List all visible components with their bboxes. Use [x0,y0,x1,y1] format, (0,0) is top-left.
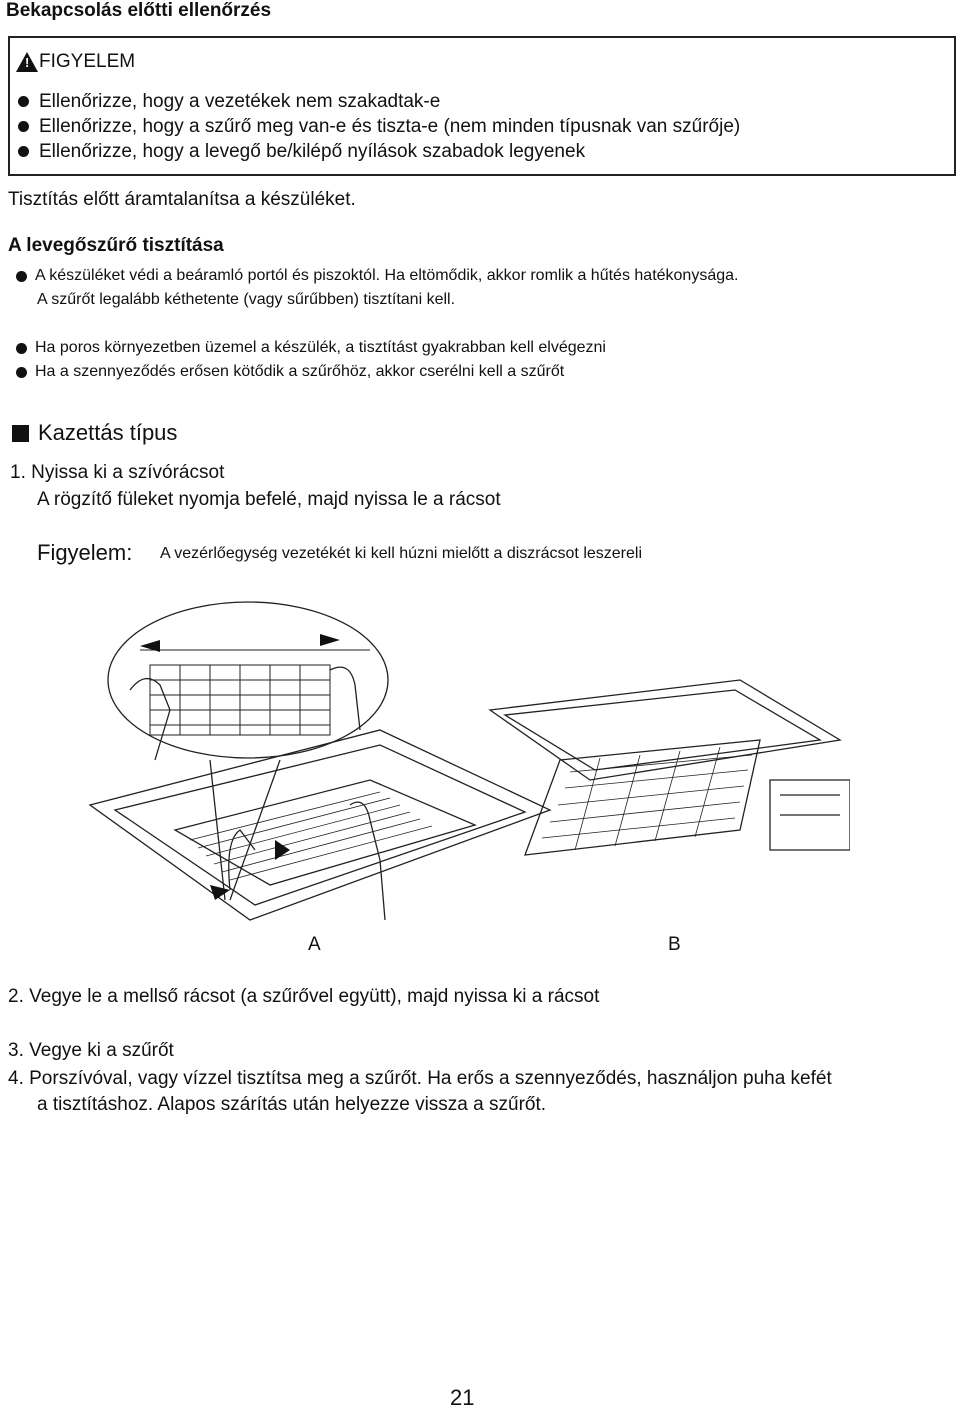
step-4: 4. Porszívóval, vagy vízzel tisztítsa meg a szűrőt. Ha erős a szennyeződés, használjon puha kefét a tisztításhoz. Alapos szárítás után helyezze vissza a szűrőt. [8,1068,832,1115]
filter-section-heading: A levegőszűrő tisztítása [8,235,224,256]
bullet-icon [16,343,27,354]
note-label: Figyelem: [37,540,133,565]
list-item: Ellenőrizze, hogy a szűrő meg van-e és tiszta-e (nem minden típusnak van szűrője) [18,114,740,139]
step-1: 1. Nyissa ki a szívórácsot A rögzítő füleket nyomja befelé, majd nyissa le a rácsot [10,462,501,510]
page-number: 21 [450,1385,475,1410]
list-item: Ellenőrizze, hogy a levegő be/kilépő nyílások szabadok legyenek [18,139,740,164]
cassette-panel-b [490,680,840,780]
warning-heading [16,51,135,73]
cassette-heading: Kazettás típus [12,420,177,446]
warning-triangle-icon [16,52,38,72]
figure-label-b: B [668,934,681,955]
cassette-panel-a [90,730,550,920]
list-item: Ellenőrizze, hogy a vezetékek nem szakadtak-e [18,89,740,114]
bullet-icon [18,96,29,107]
bullet-icon [16,367,27,378]
filter-items: Ha poros környezetben üzemel a készülék, a tisztítást gyakrabban kell elvégezni Ha a szennyeződés erősen kötődik a szűrőhöz, akkor cserélni kell a szűrőt [16,336,606,384]
warning-list [18,89,740,164]
before-cleaning-text: Tisztítás előtt áramtalanítsa a készüléket. [8,189,356,210]
filter-item-1: A készüléket védi a beáramló portól és piszoktól. Ha eltömődik, akkor romlik a hűtés hatékonysága. A szűrőt legalább kéthetente (vagy sűrűbben) tisztítani kell. [16,264,738,312]
bullet-icon [18,121,29,132]
hand-right [330,667,360,730]
step-3: 3. Vegye ki a szűrőt [8,1040,174,1061]
warning-heading-label: FIGYELEM [39,51,136,72]
square-bullet-icon [12,425,29,442]
step-2: 2. Vegye le a mellső rácsot (a szűrővel együtt), majd nyissa ki a rácsot [8,986,600,1007]
page-title: Bekapcsolás előtti ellenőrzés [6,0,272,21]
note-text: A vezérlőegység vezetékét ki kell húzni mielőtt a diszrácsot leszereli [160,545,642,562]
figure-label-a: A [308,934,321,955]
arrow-icon [320,634,340,646]
arrow-icon [275,840,290,860]
filter-removal-illustration [80,600,850,930]
bullet-icon [16,271,27,282]
bullet-icon [18,146,29,157]
